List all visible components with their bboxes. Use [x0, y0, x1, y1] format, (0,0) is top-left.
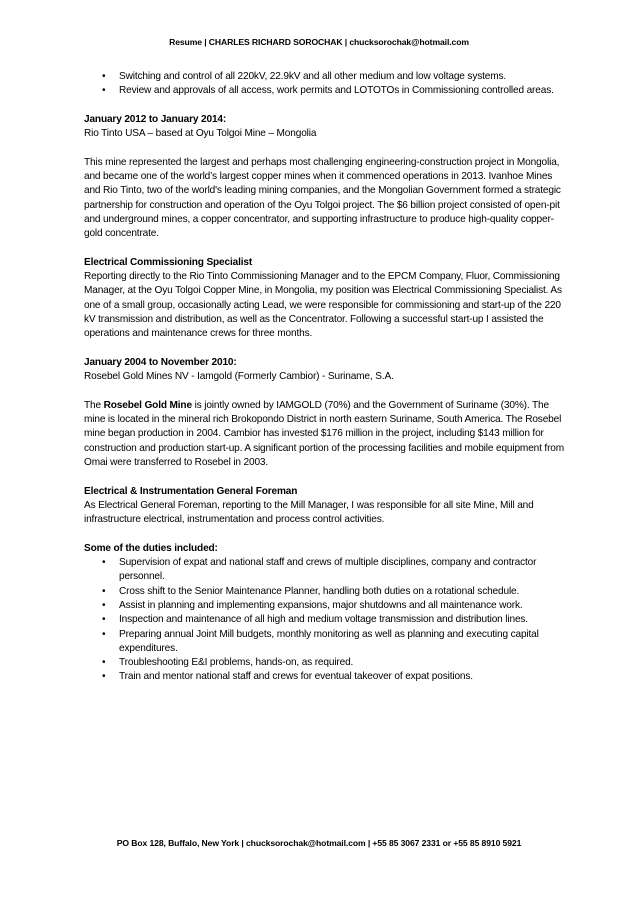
- list-item: • Train and mentor national staff and crews for eventual takeover of expat positions.: [84, 670, 564, 684]
- job2-dates: January 2004 to November 2010:: [84, 356, 237, 368]
- resume-body: [84, 70, 564, 685]
- duties-list: [84, 556, 564, 685]
- bullet-icon: •: [102, 614, 106, 626]
- rosebel-gold-mine-bold: Rosebel Gold Mine: [103, 399, 192, 411]
- bullet-icon: •: [102, 657, 106, 669]
- job1-role-description: Reporting directly to the Rio Tinto Commissioning Manager and to the EPCM Company, Fluor, Commissioning Manager, at the Oyu Tolgoi Copper Mine, in Mongolia, my position was Electrical Commissioning Specialist. As one of a small group, occasionally acting Lead, we were responsible for commissioning and start-up of the 220 kV transmission and distribution, as well as the Concentrator. Following a successful start-up I assisted the operations and maintenance crews for three months.: [84, 271, 562, 340]
- job1-description: This mine represented the largest and perhaps most challenging engineering-construction project in Mongolia, and became one of the world’s largest copper mines when it commenced operations in 2013. Ivanhoe Mines and Rio Tinto, two of the world's leading mining companies, and the Mongolian Government formed a strategic partnership for construction and operation of the Oyu Tolgoi project. The $6 billion project consisted of open-pit and underground mines, a copper concentrator, and supporting infrastructure to produce high-quality copper-gold concentrate.: [84, 156, 561, 240]
- list-item: • Assist in planning and implementing expansions, major shutdowns and all maintenance work.: [84, 599, 564, 613]
- bullet-icon: •: [102, 599, 106, 611]
- bullet-icon: •: [102, 628, 106, 640]
- list-item: • Inspection and maintenance of all high and medium voltage transmission and distribution lines.: [84, 613, 564, 627]
- page-footer: PO Box 128, Buffalo, New York | chucksorochak@hotmail.com | +55 85 3067 2331 or +55 85 8910 5921: [116, 838, 522, 848]
- list-item: • Cross shift to the Senior Maintenance Planner, handling both duties on a rotational schedule.: [84, 585, 564, 599]
- job2-description: The Rosebel Gold Mine is jointly owned by IAMGOLD (70%) and the Government of Suriname (30%). The mine is located in the mineral rich Brokopondo District in north eastern Suriname, South America. The Rosebel mine began production in 2004. Cambior has invested $176 million in the project, including $143 million for construction and production start-up. A significant portion of the processing facilities and mobile equipment from Omai were transferred to Rosebel in 2003.: [84, 399, 565, 469]
- list-item: • Supervision of expat and national staff and crews of multiple disciplines, company and contractor personnel.: [102, 557, 537, 583]
- bullet-icon: •: [102, 671, 106, 683]
- job2-role-title: Electrical & Instrumentation General Foreman: [84, 485, 298, 497]
- job2-role-description: As Electrical General Foreman, reporting to the Mill Manager, I was responsible for all site Mine, Mill and infrastructure electrical, instrumentation and process control activities.: [84, 499, 534, 526]
- page-header: Resume | CHARLES RICHARD SOROCHAK | chucksorochak@hotmail.com: [169, 37, 469, 47]
- bullet-icon: •: [102, 585, 106, 597]
- job1-role-title: Electrical Commissioning Specialist: [84, 256, 253, 268]
- bullet-icon: •: [102, 71, 106, 82]
- duties-heading: Some of the duties included:: [84, 542, 218, 554]
- job1-employer: Rio Tinto USA – based at Oyu Tolgoi Mine – Mongolia: [84, 128, 317, 140]
- list-item: • Preparing annual Joint Mill budgets, monthly monitoring as well as planning and executing capital expenditures.: [102, 628, 539, 654]
- intro-bullet-list: [84, 70, 564, 99]
- list-item: • Review and approvals of all access, work permits and LOTOTOs in Commissioning controlled areas.: [84, 84, 564, 98]
- list-item: • Switching and control of all 220kV, 22.9kV and all other medium and low voltage systems.: [84, 70, 564, 84]
- bullet-icon: •: [102, 85, 106, 97]
- bullet-icon: •: [102, 557, 106, 569]
- job1-dates: January 2012 to January 2014:: [84, 113, 227, 125]
- job2-employer: Rosebel Gold Mines NV - Iamgold (Formerly Cambior) - Suriname, S.A.: [84, 371, 394, 383]
- list-item: • Troubleshooting E&I problems, hands-on, as required.: [84, 656, 564, 670]
